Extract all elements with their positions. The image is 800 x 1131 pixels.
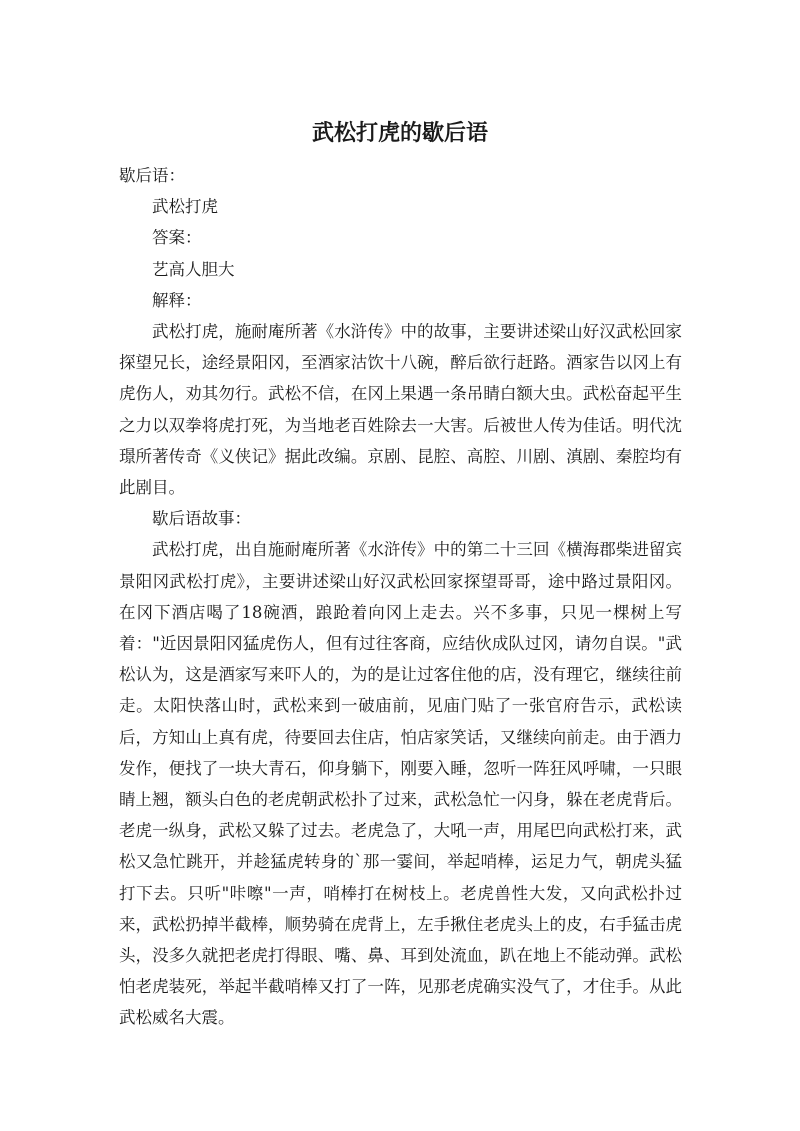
- story-label: 歇后语故事：: [152, 509, 251, 529]
- page-title: 武松打虎的歇后语: [311, 121, 488, 146]
- section-label-xiehouyu: 歇后语：: [119, 166, 185, 185]
- explanation-paragraph: 武松打虎，施耐庵所著《水浒传》中的故事，主要讲述梁山好汉武松回家探望兄长，途经景阳冈，至酒家沽饮十八碗，醉后欲行赶路。酒家告以冈上有虎伤人，劝其勿行。武松不信，在冈上果遇一条吊睛白额大虫。武松奋起平生之力以双拳将虎打死，为当地老百姓除去一大害。后被世人传为佳话。明代沈璟所著传奇《义侠记》据此改编。京剧、昆腔、高腔、川剧、滇剧、秦腔均有此剧目。: [119, 322, 682, 498]
- riddle-text: 武松打虎: [152, 197, 218, 217]
- answer-text: 艺高人胆大: [152, 259, 235, 279]
- document-body: [119, 160, 682, 1034]
- explanation-label: 解释：: [152, 290, 202, 310]
- answer-label: 答案：: [152, 228, 202, 248]
- story-paragraph: 武松打虎，出自施耐庵所著《水浒传》中的第二十三回《横海郡柴进留宾景阳冈武松打虎》，主要讲述梁山好汉武松回家探望哥哥，途中路过景阳冈。在冈下酒店喝了18碗酒，踉跄着向冈上走去。兴不多事，只见一棵树上写着："近因景阳冈猛虎伤人，但有过往客商，应结伙成队过冈，请勿自误。"武松认为，这是酒家写来吓人的，为的是让过客住他的店，没有理它，继续往前走。太阳快落山时，武松来到一破庙前，见庙门贴了一张官府告示，武松读后，方知山上真有虎，待要回去住店，怕店家笑话，又继续向前走。由于酒力发作，便找了一块大青石，仰身躺下，刚要入睡，忽听一阵狂风呼啸，一只眼睛上翘，额头白色的老虎朝武松扑了过来，武松急忙一闪身，躲在老虎背后。老虎一纵身，武松又躲了过去。老虎急了，大吼一声，用尾巴向武松打来，武松又急忙跳开，并趁猛虎转身的`那一霎间，举起哨棒，运足力气，朝虎头猛打下去。只听"咔嚓"一声，哨棒打在树枝上。老虎兽性大发，又向武松扑过来，武松扔掉半截棒，顺势骑在虎背上，左手揪住老虎头上的皮，右手猛击虎头，没多久就把老虎打得眼、嘴、鼻、耳到处流血，趴在地上不能动弹。武松怕老虎装死，举起半截哨棒又打了一阵，见那老虎确实没气了，才住手。从此武松威名大震。: [119, 540, 682, 1028]
